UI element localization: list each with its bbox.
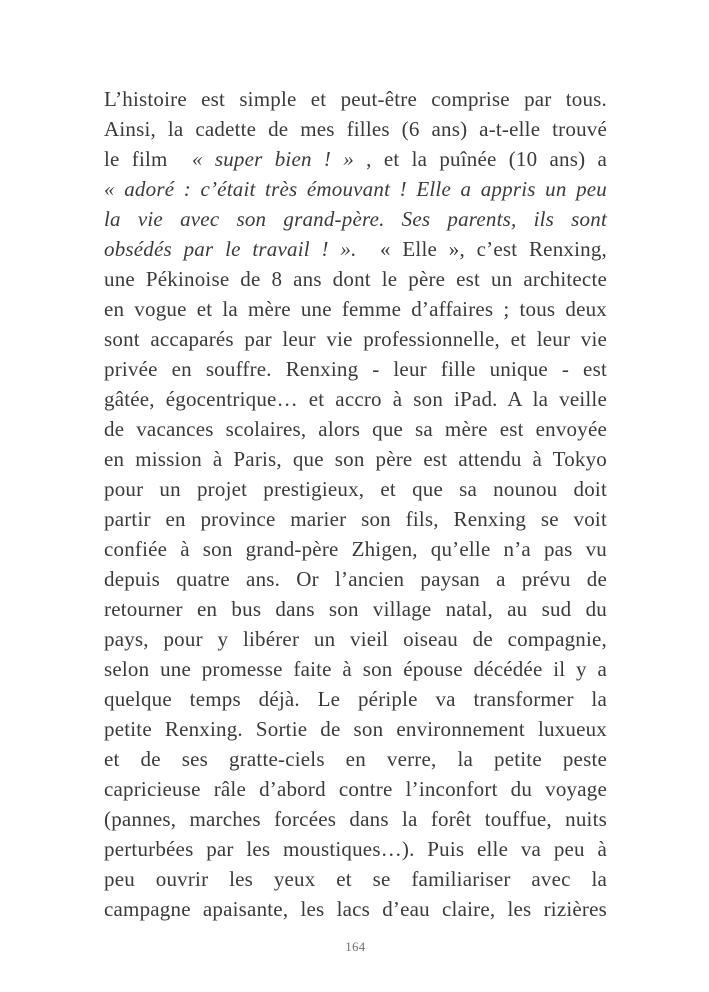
text-line: [104, 774, 607, 804]
text-line: [104, 84, 607, 114]
text-line: [104, 714, 607, 744]
body-text: [104, 84, 607, 924]
text-line: [104, 114, 607, 144]
text-line: [104, 474, 607, 504]
text-segment: depuis quatre ans. Or l’ancien paysan a prévu de: [104, 567, 607, 591]
text-line: [104, 294, 607, 324]
italic-text-segment: obsédés par le travail ! ».: [104, 237, 357, 261]
text-segment: de vacances scolaires, alors que sa mère est envoyée: [104, 417, 607, 441]
text-line: [104, 624, 607, 654]
text-line: [104, 834, 607, 864]
text-segment: (pannes, marches forcées dans la forêt touffue, nuits: [104, 807, 607, 831]
text-line: [104, 534, 607, 564]
text-segment: capricieuse râle d’abord contre l’inconfort du voyage: [104, 777, 607, 801]
text-line: [104, 204, 607, 234]
text-line: [104, 564, 607, 594]
text-segment: pays, pour y libérer un vieil oiseau de compagnie,: [104, 627, 607, 651]
text-segment: pour un projet prestigieux, et que sa nounou doit: [104, 477, 607, 501]
text-line: [104, 744, 607, 774]
text-segment: peu ouvrir les yeux et se familiariser avec la: [104, 867, 607, 891]
text-segment: L’histoire est simple et peut-être comprise par tous.: [104, 87, 607, 111]
text-segment: partir en province marier son fils, Renxing se voit: [104, 507, 607, 531]
page-number: 164: [345, 940, 366, 954]
text-segment: confiée à son grand-père Zhigen, qu’elle n’a pas vu: [104, 537, 607, 561]
text-line: [104, 384, 607, 414]
text-segment: le film: [104, 147, 192, 171]
text-segment: « Elle », c’est Renxing,: [356, 237, 607, 261]
text-line: [104, 354, 607, 384]
text-line: [104, 444, 607, 474]
text-line: [104, 234, 607, 264]
text-segment: et de ses gratte-ciels en verre, la petite peste: [104, 747, 607, 771]
text-segment: en vogue et la mère une femme d’affaires ; tous deux: [104, 297, 607, 321]
italic-text-segment: la vie avec son grand-père. Ses parents, ils sont: [104, 207, 607, 231]
text-segment: privée en souffre. Renxing - leur fille unique - est: [104, 357, 607, 381]
text-segment: perturbées par les moustiques…). Puis elle va peu à: [104, 837, 607, 861]
text-line: [104, 804, 607, 834]
text-segment: une Pékinoise de 8 ans dont le père est un architecte: [104, 267, 607, 291]
text-line: [104, 414, 607, 444]
text-segment: , et la puînée (10 ans) a: [353, 147, 607, 171]
text-line: [104, 654, 607, 684]
text-segment: Ainsi, la cadette de mes filles (6 ans) a-t-elle trouvé: [104, 117, 607, 141]
text-segment: retourner en bus dans son village natal, au sud du: [104, 597, 607, 621]
text-line: [104, 174, 607, 204]
italic-text-segment: « adoré : c’était très émouvant ! Elle a appris un peu: [104, 177, 607, 201]
text-line: [104, 504, 607, 534]
text-segment: quelque temps déjà. Le périple va transformer la: [104, 687, 607, 711]
text-segment: en mission à Paris, que son père est attendu à Tokyo: [104, 447, 607, 471]
text-line: [104, 894, 607, 924]
text-line: [104, 684, 607, 714]
text-line: [104, 324, 607, 354]
text-line: [104, 594, 607, 624]
text-segment: gâtée, égocentrique… et accro à son iPad. A la veille: [104, 387, 607, 411]
text-segment: sont accaparés par leur vie professionnelle, et leur vie: [104, 327, 607, 351]
text-segment: campagne apaisante, les lacs d’eau claire, les rizières: [104, 897, 607, 921]
text-line: [104, 864, 607, 894]
italic-text-segment: « super bien ! »: [191, 147, 354, 171]
text-segment: petite Renxing. Sortie de son environnement luxueux: [104, 717, 607, 741]
text-segment: selon une promesse faite à son épouse décédée il y a: [104, 657, 607, 681]
text-line: [104, 264, 607, 294]
text-line: [104, 144, 607, 174]
